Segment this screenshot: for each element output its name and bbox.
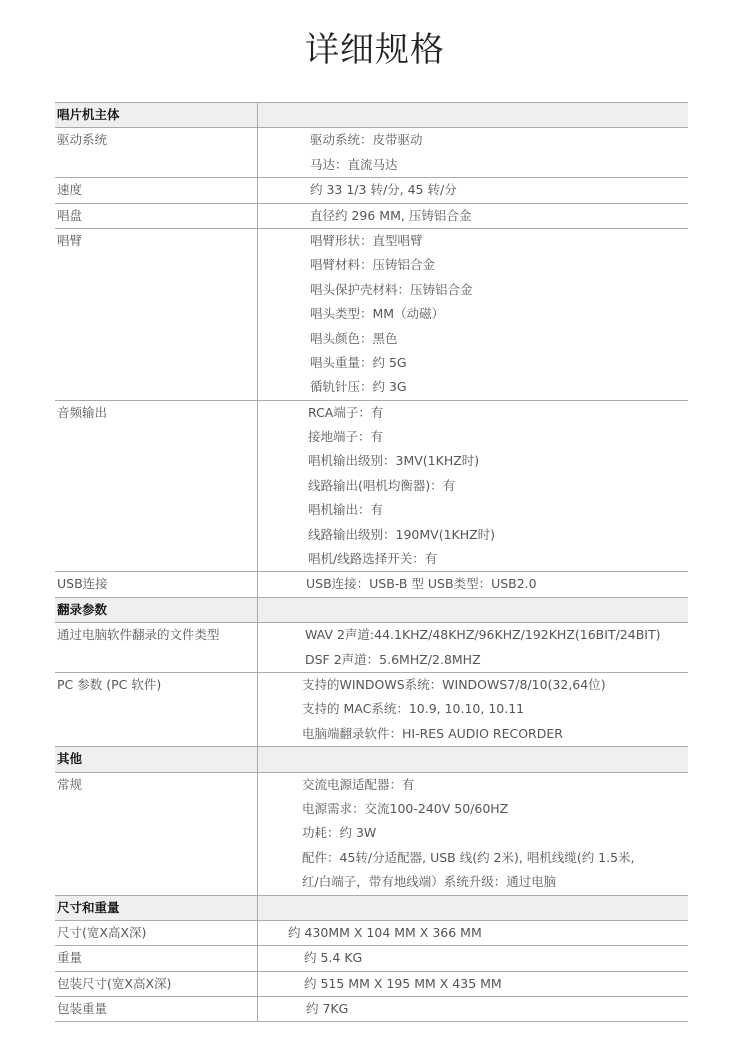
- spec-row: [55, 229, 688, 401]
- spec-value: 线路输出级别：190MV(1KHZ时): [308, 526, 496, 542]
- spec-value: 约 33 1/3 转/分, 45 转/分: [310, 182, 457, 198]
- spec-value: RCA端子：有: [308, 404, 384, 420]
- section-header-row: [55, 747, 688, 772]
- spec-label: [55, 972, 258, 996]
- spec-value: 唱头颜色：黑色: [310, 330, 398, 346]
- spec-value: 唱机/线路选择开关：有: [308, 551, 438, 567]
- section-header-row: [55, 103, 688, 128]
- spec-label-text: 重量: [57, 950, 83, 966]
- spec-row: [55, 997, 688, 1022]
- spec-value-cell: [258, 401, 688, 572]
- spec-value: 约 5.4 KG: [304, 950, 363, 966]
- spec-label-text: 尺寸和重量: [57, 899, 120, 915]
- spec-table: [55, 102, 688, 1022]
- spec-row: [55, 946, 688, 971]
- spec-value: 唱头类型：MM（动磁）: [310, 306, 445, 322]
- spec-label-text: 驱动系统: [57, 132, 108, 148]
- spec-value: 线路输出(唱机均衡器)：有: [308, 477, 456, 493]
- spec-label-text: 其他: [57, 751, 83, 767]
- spec-row: [55, 773, 688, 896]
- section-header-row: [55, 896, 688, 921]
- spec-label-text: PC 参数 (PC 软件): [57, 676, 162, 692]
- spec-label-text: USB连接: [57, 576, 108, 592]
- spec-value: 唱机输出：有: [308, 502, 384, 518]
- spec-value-cell: [258, 103, 688, 127]
- section-title: [55, 103, 258, 127]
- spec-value-cell: [258, 773, 688, 895]
- spec-value: 唱头保护壳材料：压铸铝合金: [310, 281, 473, 297]
- spec-row: [55, 401, 688, 573]
- spec-value: 唱臂形状：直型唱臂: [310, 232, 423, 248]
- spec-value: 直径约 296 MM, 压铸铝合金: [310, 207, 472, 223]
- spec-value: 驱动系统：皮带驱动: [310, 132, 423, 148]
- spec-value-cell: [258, 673, 688, 746]
- section-title: [55, 747, 258, 771]
- spec-value: 接地端子：有: [308, 429, 384, 445]
- spec-value: DSF 2声道：5.6MHZ/2.8MHZ: [305, 651, 481, 667]
- spec-value: 红/白端子，带有地线端）系统升级：通过电脑: [302, 874, 557, 890]
- spec-value: 电脑端翻录软件：HI-RES AUDIO RECORDER: [302, 725, 563, 741]
- spec-value-cell: [258, 229, 688, 400]
- spec-value-cell: [258, 972, 688, 996]
- spec-label: [55, 773, 258, 895]
- spec-value-cell: [258, 204, 688, 228]
- spec-value: 交流电源适配器：有: [302, 776, 415, 792]
- spec-value: 约 7KG: [306, 1001, 349, 1017]
- spec-label-text: 唱臂: [57, 232, 83, 248]
- spec-label: [55, 401, 258, 572]
- section-title: [55, 896, 258, 920]
- spec-label: [55, 229, 258, 400]
- spec-value: 电源需求：交流100-240V 50/60HZ: [302, 800, 509, 816]
- spec-value: 唱机输出级别：3MV(1KHZ时): [308, 453, 480, 469]
- spec-value: 循轨针压：约 3G: [310, 379, 407, 395]
- spec-row: [55, 128, 688, 178]
- spec-row: [55, 623, 688, 673]
- spec-label: [55, 178, 258, 202]
- spec-value: 支持的 MAC系统：10.9, 10.10, 10.11: [302, 701, 525, 717]
- spec-value: 约 515 MM X 195 MM X 435 MM: [304, 975, 502, 991]
- spec-value-cell: [258, 946, 688, 970]
- spec-value-cell: [258, 747, 688, 771]
- spec-value: 马达：直流马达: [310, 156, 398, 172]
- spec-label-text: 通过电脑软件翻录的文件类型: [57, 627, 220, 643]
- spec-row: [55, 921, 688, 946]
- section-title: [55, 598, 258, 622]
- spec-label: [55, 623, 258, 672]
- spec-label-text: 唱片机主体: [57, 107, 120, 122]
- spec-label-text: 音频输出: [57, 404, 108, 420]
- spec-value: 功耗：约 3W: [302, 825, 377, 841]
- spec-label: [55, 572, 258, 596]
- spec-label: [55, 673, 258, 746]
- spec-row: [55, 972, 688, 997]
- spec-label-text: 唱盘: [57, 207, 83, 223]
- spec-row: [55, 572, 688, 597]
- spec-label-text: 包装重量: [57, 1001, 108, 1017]
- spec-value-cell: [258, 128, 688, 177]
- spec-label-text: 速度: [57, 182, 83, 198]
- section-header-row: [55, 598, 688, 623]
- spec-label-text: 尺寸(宽X高X深): [57, 924, 147, 940]
- spec-row: [55, 178, 688, 203]
- spec-row: [55, 204, 688, 229]
- spec-label-text: 包装尺寸(宽X高X深): [57, 975, 172, 991]
- spec-value: 唱臂材料：压铸铝合金: [310, 257, 436, 273]
- spec-value-cell: [258, 572, 688, 596]
- spec-value: 唱头重量：约 5G: [310, 354, 407, 370]
- spec-label-text: 翻录参数: [57, 601, 108, 617]
- spec-value-cell: [258, 921, 688, 945]
- spec-value-cell: [258, 178, 688, 202]
- spec-label-text: 常规: [57, 776, 83, 792]
- spec-label: [55, 997, 258, 1021]
- page-title: 详细规格: [305, 30, 445, 70]
- spec-label: [55, 204, 258, 228]
- spec-value: USB连接：USB-B 型 USB类型：USB2.0: [306, 576, 537, 592]
- spec-label: [55, 128, 258, 177]
- spec-value: 支持的WINDOWS系统：WINDOWS7/8/10(32,64位): [302, 676, 606, 692]
- spec-value: 约 430MM X 104 MM X 366 MM: [288, 924, 482, 940]
- spec-value-cell: [258, 623, 688, 672]
- spec-value-cell: [258, 997, 688, 1021]
- spec-value-cell: [258, 896, 688, 920]
- spec-value: WAV 2声道:44.1KHZ/48KHZ/96KHZ/192KHZ(16BIT/24BIT): [305, 627, 661, 643]
- spec-value: 配件：45转/分适配器, USB 线(约 2米), 唱机线缆(约 1.5米,: [302, 849, 635, 865]
- spec-label: [55, 946, 258, 970]
- spec-row: [55, 673, 688, 747]
- spec-value-cell: [258, 598, 688, 622]
- spec-label: [55, 921, 258, 945]
